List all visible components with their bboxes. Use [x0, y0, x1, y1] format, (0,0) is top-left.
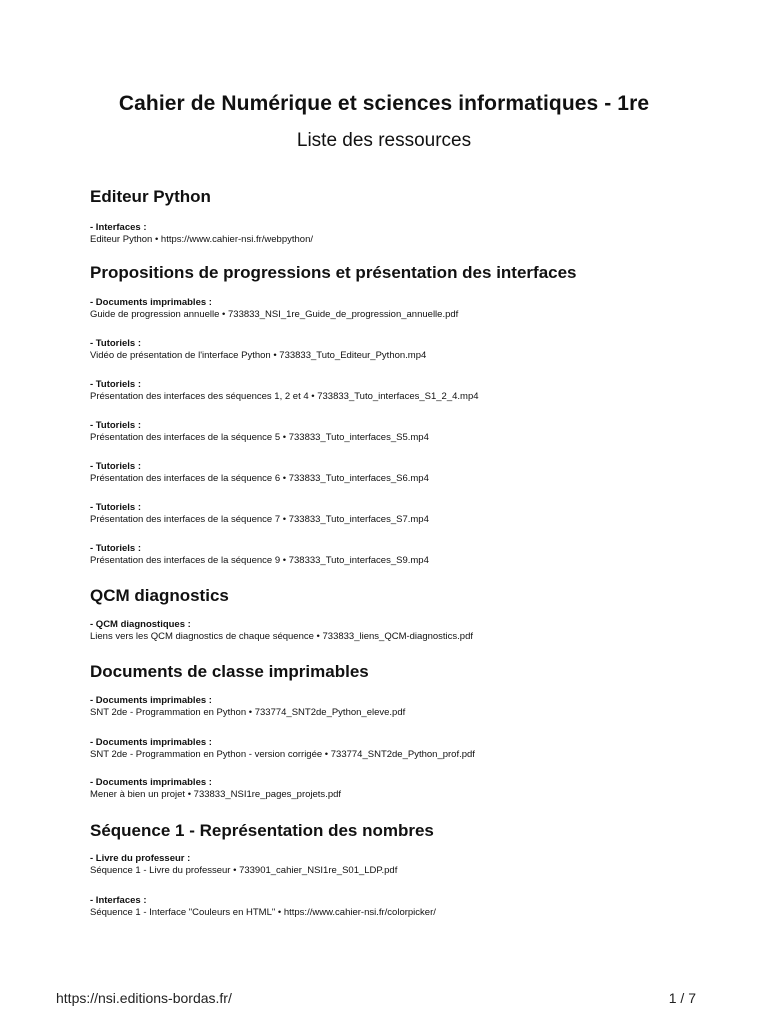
page-number: 1 / 7	[668, 990, 696, 1006]
document-title: Cahier de Numérique et sciences informatiques - 1re	[118, 92, 650, 115]
entry-link[interactable]: Liens vers les QCM diagnostics de chaque séquence • 733833_liens_QCM-diagnostics.pdf	[90, 631, 474, 642]
resource-entry	[90, 543, 730, 567]
resource-entry	[90, 379, 730, 403]
resource-entry	[90, 853, 730, 877]
entry-category: - Documents imprimables :	[90, 777, 212, 788]
resource-entry	[90, 619, 730, 643]
entry-category: - Interfaces :	[90, 222, 147, 233]
resource-entry	[90, 338, 730, 362]
entry-category: - Documents imprimables :	[90, 737, 212, 748]
entry-link[interactable]: Présentation des interfaces de la séquence 5 • 733833_Tuto_interfaces_S5.mp4	[90, 432, 429, 443]
entry-category: - Documents imprimables :	[90, 695, 212, 706]
resource-entry	[90, 695, 730, 719]
entry-link[interactable]: Présentation des interfaces de la séquence 7 • 733833_Tuto_interfaces_S7.mp4	[90, 514, 429, 525]
section-title: QCM diagnostics	[90, 586, 229, 605]
section-title: Documents de classe imprimables	[90, 662, 369, 681]
entry-category: - Tutoriels :	[90, 461, 142, 472]
section-title: Editeur Python	[90, 187, 211, 206]
entry-category: - Tutoriels :	[90, 338, 142, 349]
resource-entry	[90, 502, 730, 526]
entry-link[interactable]: Vidéo de présentation de l'interface Python • 733833_Tuto_Editeur_Python.mp4	[90, 350, 427, 361]
entry-category: - Tutoriels :	[90, 502, 142, 513]
section-qcm-diagnostics	[90, 585, 730, 607]
resource-entry	[90, 777, 730, 801]
entry-link[interactable]: Séquence 1 - Livre du professeur • 733901_cahier_NSI1re_S01_LDP.pdf	[90, 865, 398, 876]
section-editeur-python	[90, 186, 730, 208]
entry-link[interactable]: Séquence 1 - Interface "Couleurs en HTML" • https://www.cahier-nsi.fr/colorpicker/	[90, 907, 436, 918]
entry-link[interactable]: SNT 2de - Programmation en Python - version corrigée • 733774_SNT2de_Python_prof.pdf	[90, 749, 475, 760]
section-title: Séquence 1 - Représentation des nombres	[90, 821, 434, 840]
resource-entry	[90, 737, 730, 761]
section-sequence-1	[90, 820, 730, 842]
resource-entry	[90, 222, 730, 246]
entry-link[interactable]: Editeur Python • https://www.cahier-nsi.fr/webpython/	[90, 234, 313, 245]
section-documents-classe	[90, 661, 730, 683]
document-subtitle: Liste des ressources	[296, 130, 472, 151]
entry-category: - Livre du professeur :	[90, 853, 191, 864]
entry-category: - Interfaces :	[90, 895, 147, 906]
entry-link[interactable]: Guide de progression annuelle • 733833_NSI_1re_Guide_de_progression_annuelle.pdf	[90, 309, 459, 320]
entry-category: - Tutoriels :	[90, 420, 142, 431]
entry-link[interactable]: SNT 2de - Programmation en Python • 733774_SNT2de_Python_eleve.pdf	[90, 707, 406, 718]
section-title: Propositions de progressions et présentation des interfaces	[90, 263, 577, 282]
entry-category: - Documents imprimables :	[90, 297, 212, 308]
footer-url[interactable]: https://nsi.editions-bordas.fr/	[56, 990, 232, 1006]
entry-link[interactable]: Présentation des interfaces des séquences 1, 2 et 4 • 733833_Tuto_interfaces_S1_2_4.mp4	[90, 391, 479, 402]
entry-link[interactable]: Mener à bien un projet • 733833_NSI1re_pages_projets.pdf	[90, 789, 342, 800]
entry-link[interactable]: Présentation des interfaces de la séquence 6 • 733833_Tuto_interfaces_S6.mp4	[90, 473, 429, 484]
entry-category: - Tutoriels :	[90, 543, 142, 554]
resource-entry	[90, 297, 730, 321]
resource-entry	[90, 461, 730, 485]
entry-category: - QCM diagnostiques :	[90, 619, 191, 630]
entry-category: - Tutoriels :	[90, 379, 142, 390]
entry-link[interactable]: Présentation des interfaces de la séquence 9 • 738333_Tuto_interfaces_S9.mp4	[90, 555, 429, 566]
resource-entry	[90, 895, 730, 919]
section-progressions	[90, 262, 730, 284]
resource-entry	[90, 420, 730, 444]
